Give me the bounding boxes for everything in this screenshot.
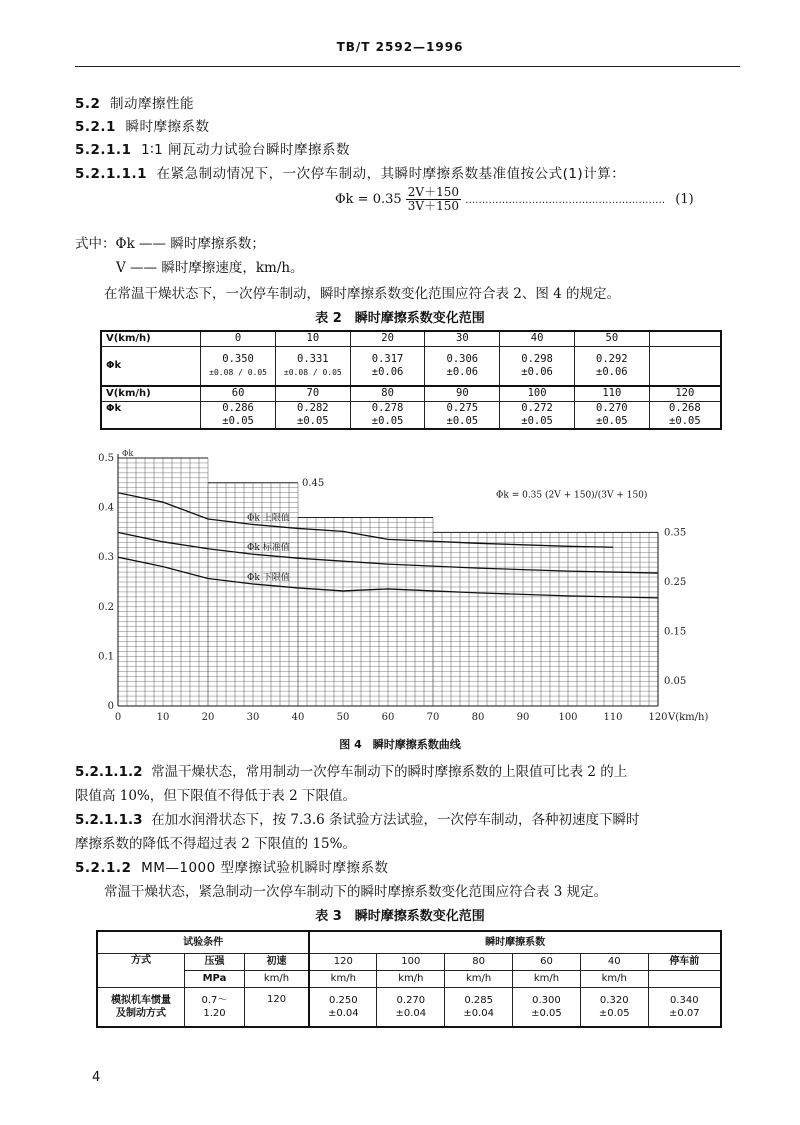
paragraph-text: 在加水润滑状态下，按 7.3.6 条试验方法试验，一次停车制动，各种初速度下瞬时 — [151, 812, 640, 828]
paragraph-table2-intro: 在常温干燥状态下，一次停车制动，瞬时摩擦系数变化范围应符合表 2、图 4 的规定。 — [104, 286, 621, 302]
paragraph-5-2-1-1-2-line1 — [75, 760, 627, 780]
y-right-tick-label: 0.35 — [664, 527, 687, 539]
x-tick-label: 90 — [516, 712, 530, 723]
section-title: 1∶1 闸瓦动力试验台瞬时摩擦系数 — [141, 142, 351, 158]
section-text: 在紧急制动情况下，一次停车制动，其瞬时摩擦系数基准值按公式(1)计算： — [156, 166, 626, 182]
table-header: 试验条件 — [97, 931, 309, 953]
section-number: 5.2.1.1 — [75, 142, 132, 158]
table-header: km/h — [580, 970, 648, 987]
paragraph-5-2-1-1-2-line2: 限值高 10%，但下限值不得低于表 2 下限值。 — [75, 788, 356, 804]
y-right-tick-label: 0.45 — [302, 477, 325, 489]
table-header: km/h — [377, 970, 445, 987]
table-header: 瞬时摩擦系数 — [309, 931, 721, 953]
paragraph-5-2-1-1-3-line1 — [75, 808, 640, 828]
table-cell: 70 — [275, 386, 350, 401]
table-cell: 0.278 ±0.05 — [350, 401, 425, 429]
table-cell: 0.306 ±0.06 — [425, 346, 500, 386]
y-tick-label: 0 — [107, 701, 114, 712]
table-cell-label: V(km/h) — [101, 386, 201, 401]
x-tick-label: 50 — [336, 712, 350, 723]
series-label: Φk 上限值 — [247, 513, 290, 524]
table-cell: 90 — [425, 386, 500, 401]
x-tick-label: 60 — [381, 712, 395, 723]
y-tick-label: 0.4 — [98, 502, 114, 514]
table2-row-v2 — [101, 386, 721, 401]
x-tick-label: 120 — [648, 712, 668, 723]
table-cell-label: Φk — [101, 401, 201, 429]
x-tick-label: 0 — [114, 712, 122, 723]
y-tick-label: 0.2 — [98, 601, 114, 613]
section-5-2-1-2 — [75, 856, 389, 876]
x-tick-label: 40 — [291, 712, 305, 723]
table-cell: 50 — [574, 331, 649, 346]
y-right-tick-label: 0.05 — [664, 676, 687, 688]
table-cell: 120 — [649, 386, 721, 401]
table-cell: 0.350 ±0.08 / 0.05 — [201, 346, 276, 386]
table-3 — [96, 930, 722, 1028]
table-header: MPa — [185, 970, 245, 987]
formula-numerator: 2V＋150 — [407, 185, 459, 199]
paragraph-text: 常温干燥状态，常用制动一次停车制动下的瞬时摩擦系数的上限值可比表 2 的上 — [151, 764, 628, 780]
table3-header-row2 — [97, 953, 721, 970]
table-cell — [649, 346, 721, 386]
y-right-tick-label: 0.15 — [664, 626, 687, 638]
table-header: 40 — [580, 953, 648, 970]
definition-phi: 式中：Φk —— 瞬时摩擦系数； — [75, 236, 265, 252]
table-cell: 40 — [500, 331, 575, 346]
table-header: km/h — [513, 970, 581, 987]
table2-row-phi1 — [101, 346, 721, 386]
table-cell: 0.268 ±0.05 — [649, 401, 721, 429]
x-tick-label: 20 — [201, 712, 215, 723]
formula-fraction — [406, 186, 461, 213]
section-title: MM—1000 型摩擦试验机瞬时摩擦系数 — [141, 860, 389, 876]
y-tick-label: 0.3 — [98, 552, 114, 564]
table-header: 初速 — [244, 953, 309, 970]
x-tick-label: 30 — [246, 712, 260, 723]
definition-v: V —— 瞬时摩擦速度，km/h。 — [116, 260, 304, 276]
table-cell: 120 — [244, 987, 309, 1027]
table-cell: 0.317 ±0.06 — [350, 346, 425, 386]
table-header: km/h — [309, 970, 377, 987]
table3-header-row1 — [97, 931, 721, 953]
section-number: 5.2.1.2 — [75, 860, 132, 876]
formula-1 — [335, 186, 694, 213]
paragraph-5-2-1-1-3-line2: 摩擦系数的降低不得超过表 2 下限值的 15%。 — [75, 836, 356, 852]
series-label: Φk 下限值 — [247, 572, 290, 583]
table-header: 方式 — [97, 953, 185, 987]
table-cell: 0.275 ±0.05 — [425, 401, 500, 429]
section-number: 5.2.1.1.2 — [75, 764, 143, 780]
table-header: 100 — [377, 953, 445, 970]
x-tick-label: 100 — [558, 712, 578, 723]
series-label: Φk 标准值 — [247, 543, 290, 554]
table-header: 压强 — [185, 953, 245, 970]
table-cell: 0.286 ±0.05 — [201, 401, 276, 429]
table-cell: 0.250 ±0.04 — [309, 987, 377, 1027]
y-axis-label: Φk — [122, 449, 134, 458]
table-header: 停车前 — [648, 953, 721, 970]
x-tick-label: 10 — [156, 712, 170, 723]
table-cell: 0.331 ±0.08 / 0.05 — [275, 346, 350, 386]
table2-row-v1 — [101, 331, 721, 346]
table3-header-row3 — [97, 970, 721, 987]
table3-data-row — [97, 987, 721, 1027]
table-cell: 100 — [500, 386, 575, 401]
table-header: 120 — [309, 953, 377, 970]
table-cell-label: Φk — [101, 346, 201, 386]
document-code: TB/T 2592—1996 — [336, 40, 464, 54]
figure4-caption: 图 4 瞬时摩擦系数曲线 — [339, 738, 461, 751]
table-cell: 0.292 ±0.06 — [574, 346, 649, 386]
section-number: 5.2.1.1.3 — [75, 812, 143, 828]
x-axis-label: V(km/h) — [668, 712, 709, 723]
formula-number: (1) — [675, 192, 694, 207]
friction-coefficient-chart — [90, 448, 730, 730]
section-title: 瞬时摩擦系数 — [125, 119, 210, 135]
section-5-2 — [75, 92, 194, 112]
table-cell: 0.285 ±0.04 — [445, 987, 513, 1027]
table-cell — [649, 331, 721, 346]
table-cell: 60 — [201, 386, 276, 401]
section-number: 5.2.1 — [75, 119, 116, 135]
table3-caption: 表 3 瞬时摩擦系数变化范围 — [315, 909, 485, 924]
table-cell: 110 — [574, 386, 649, 401]
chart-labels — [98, 449, 708, 723]
table-header: km/h — [445, 970, 513, 987]
table-cell: 0.282 ±0.05 — [275, 401, 350, 429]
page-number: 4 — [92, 1070, 101, 1085]
table-cell: 0.7～ 1.20 — [185, 987, 245, 1027]
section-5-2-1-1-1 — [75, 162, 625, 182]
table-cell: 80 — [350, 386, 425, 401]
header-rule — [75, 66, 740, 67]
y-right-tick-label: 0.25 — [664, 577, 687, 588]
table-cell-label: V(km/h) — [101, 331, 201, 346]
table-cell: 20 — [350, 331, 425, 346]
section-number: 5.2.1.1.1 — [75, 166, 147, 182]
section-title: 制动摩擦性能 — [110, 96, 195, 112]
table-cell: 0 — [201, 331, 276, 346]
x-tick-label: 110 — [603, 712, 623, 723]
table-cell: 30 — [425, 331, 500, 346]
formula-leader: …………………………………………………… — [465, 195, 666, 206]
series-line — [118, 493, 613, 548]
section-5-2-1 — [75, 115, 210, 135]
table-header: 60 — [513, 953, 581, 970]
table2-row-phi2 — [101, 401, 721, 429]
table-cell: 0.272 ±0.05 — [500, 401, 575, 429]
section-5-2-1-1 — [75, 138, 350, 158]
table-cell: 模拟机车惯量 及制动方式 — [97, 987, 185, 1027]
table-header: km/h — [244, 970, 309, 987]
table-header — [648, 970, 721, 987]
table-cell: 0.270 ±0.04 — [377, 987, 445, 1027]
table-cell: 0.300 ±0.05 — [513, 987, 581, 1027]
table-cell: 0.298 ±0.06 — [500, 346, 575, 386]
y-tick-label: 0.1 — [98, 651, 114, 663]
table-cell: 0.320 ±0.05 — [580, 987, 648, 1027]
table-cell: 0.340 ±0.07 — [648, 987, 721, 1027]
x-tick-label: 70 — [426, 712, 440, 723]
x-tick-label: 80 — [471, 712, 485, 723]
y-tick-label: 0.5 — [98, 453, 114, 464]
table-cell: 0.270 ±0.05 — [574, 401, 649, 429]
section-number: 5.2 — [75, 96, 101, 112]
formula-denominator: 3V＋150 — [407, 199, 459, 213]
chart-formula-label: Φk = 0.35 (2V + 150)/(3V + 150) — [496, 490, 648, 501]
table-cell: 10 — [275, 331, 350, 346]
paragraph-table3-intro: 常温干燥状态，紧急制动一次停车制动下的瞬时摩擦系数变化范围应符合表 3 规定。 — [104, 884, 608, 900]
table2-caption: 表 2 瞬时摩擦系数变化范围 — [315, 311, 485, 326]
table-2 — [100, 330, 722, 430]
formula-lhs: Φk = 0.35 — [335, 192, 402, 207]
table-header: 80 — [445, 953, 513, 970]
